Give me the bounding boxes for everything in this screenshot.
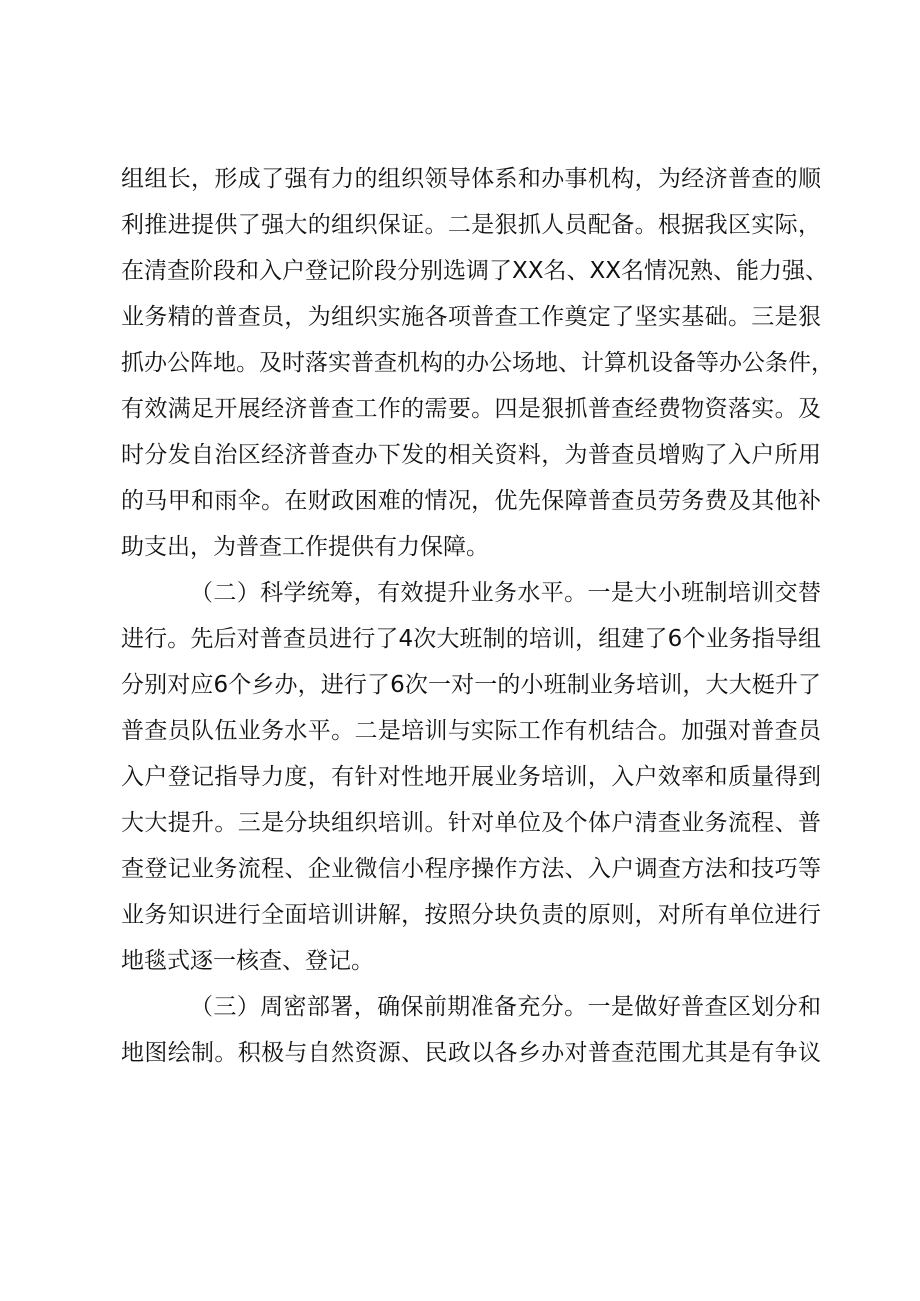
text-line: 有效满足开展经济普查工作的需要。四是狠抓普查经费物资落实。及: [121, 396, 821, 422]
text-line: 进行。先后对普查员进行了4次大班制的培训，组建了6个业务指导组: [121, 626, 821, 652]
text-line: 利推进提供了强大的组织保证。二是狠抓人员配备。根据我区实际，: [121, 212, 821, 238]
text-line: （三）周密部署，确保前期准备充分。一是做好普查区划分和: [190, 994, 821, 1020]
paragraph-2: [121, 570, 821, 984]
text-line: 业务知识进行全面培训讲解，按照分块负责的原则，对所有单位进行: [121, 902, 821, 928]
text-line: （二）科学统筹，有效提升业务水平。一是大小班制培训交替: [190, 580, 821, 606]
paragraph-3: [121, 984, 821, 1076]
text-line: 在清查阶段和入户登记阶段分别选调了XX名、XX名情况熟、能力强、: [121, 258, 829, 284]
paragraph-1: [121, 156, 834, 570]
text-line: 查登记业务流程、企业微信小程序操作方法、入户调查方法和技巧等: [121, 856, 821, 882]
text-line: 抓办公阵地。及时落实普查机构的办公场地、计算机设备等办公条件，: [121, 350, 834, 376]
text-line: 入户登记指导力度，有针对性地开展业务培训，入户效率和质量得到: [121, 764, 821, 790]
text-line: 组组长，形成了强有力的组织领导体系和办事机构，为经济普查的顺: [121, 166, 821, 192]
text-line: 时分发自治区经济普查办下发的相关资料，为普查员增购了入户所用: [121, 442, 821, 468]
text-line: 大大提升。三是分块组织培训。针对单位及个体户清查业务流程、普: [121, 810, 821, 836]
text-line: 地毯式逐一核查、登记。: [121, 948, 374, 974]
document-body: [121, 156, 834, 1076]
text-line: 地图绘制。积极与自然资源、民政以各乡办对普查范围尤其是有争议: [121, 1040, 821, 1066]
text-line: 业务精的普查员，为组织实施各项普查工作奠定了坚实基础。三是狠: [121, 304, 821, 330]
text-line: 普查员队伍业务水平。二是培训与实际工作有机结合。加强对普查员: [121, 718, 821, 744]
text-line: 的马甲和雨伞。在财政困难的情况，优先保障普查员劳务费及其他补: [121, 488, 821, 514]
text-line: 分别对应6个乡办，进行了6次一对一的小班制业务培训，大大梃升了: [121, 672, 821, 698]
text-line: 助支出，为普查工作提供有力保障。: [121, 534, 489, 560]
